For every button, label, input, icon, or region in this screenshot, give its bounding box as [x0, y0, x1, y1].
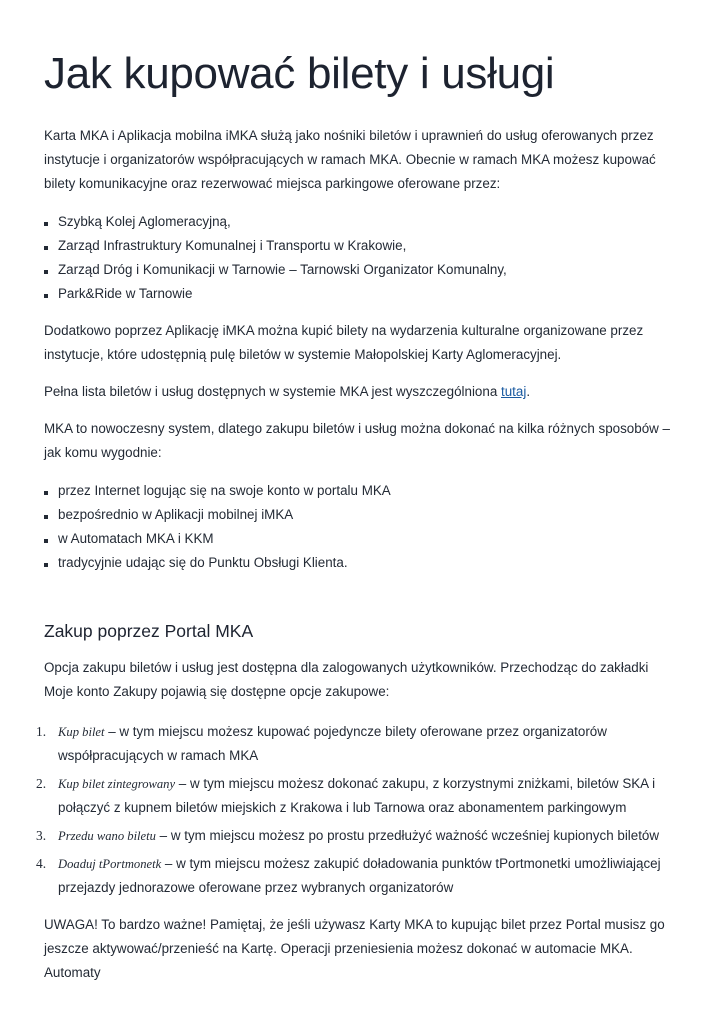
- option-name: Kup bilet zintegrowany: [58, 777, 176, 791]
- additional-paragraph: Dodatkowo poprzez Aplikację iMKA można kupić bilety na wydarzenia kulturalne organizowane przez instytucje, które udostępnią pulę biletów w systemie Małopolskiej Karty Aglomeracyjnej.: [44, 323, 644, 362]
- item-number: 3.: [36, 828, 47, 843]
- portal-intro-paragraph: Opcja zakupu biletów i usług jest dostępna dla zalogowanych użytkowników. Przechodząc do zakładki Moje konto Zakupy pojawią się dostępne opcje zakupowe:: [44, 660, 649, 699]
- list-item: Szybką Kolej Aglomeracyjną,: [44, 210, 681, 234]
- item-number: 1.: [36, 724, 47, 739]
- warning-paragraph: UWAGA! To bardzo ważne! Pamiętaj, że jeśli używasz Karty MKA to kupując bilet przez Portal musisz go jeszcze aktywować/przenieść na Kartę. Operacji przeniesienia możesz dokonać w automacie MKA. Automaty: [44, 917, 665, 980]
- list-item: tradycyjnie udając się do Punktu Obsługi Klienta.: [44, 551, 681, 575]
- list-item: Park&Ride w Tarnowie: [44, 282, 681, 306]
- providers-list: [44, 210, 681, 306]
- purchase-option-item: [36, 852, 681, 900]
- tutaj-link[interactable]: tutaj: [501, 384, 527, 399]
- full-list-suffix: .: [526, 384, 531, 399]
- purchase-option-item: [36, 824, 681, 848]
- option-name: Doaduj tPortmonetk: [58, 857, 162, 871]
- full-list-text: Pełna lista biletów i usług dostępnych w systemie MKA jest wyszczególniona: [44, 384, 501, 399]
- full-list-paragraph: [44, 380, 681, 404]
- item-number: 4.: [36, 856, 47, 871]
- option-name: Kup bilet: [58, 725, 105, 739]
- list-item: w Automatach MKA i KKM: [44, 527, 681, 551]
- page-title: Jak kupować bilety i usługi: [44, 49, 555, 98]
- item-number: 2.: [36, 776, 47, 791]
- list-item: Zarząd Infrastruktury Komunalnej i Transportu w Krakowie,: [44, 234, 681, 258]
- option-name: Przedu wano biletu: [58, 829, 156, 843]
- option-description: – w tym miejscu możesz po prostu przedłużyć ważność wcześniej kupionych biletów: [155, 828, 660, 843]
- purchase-option-item: [36, 772, 681, 820]
- ways-list: [44, 479, 681, 575]
- option-description: – w tym miejscu możesz zakupić doładowania punktów tPortmonetki umożliwiającej przejazdy jednorazowe oferowane przez wybranych organizatorów: [58, 856, 661, 895]
- section-heading-portal: Zakup poprzez Portal MKA: [44, 621, 254, 641]
- ways-intro-paragraph: MKA to nowoczesny system, dlatego zakupu biletów i usług można dokonać na kilka różnych sposobów – jak komu wygodnie:: [44, 421, 670, 460]
- list-item: Zarząd Dróg i Komunikacji w Tarnowie – Tarnowski Organizator Komunalny,: [44, 258, 681, 282]
- intro-paragraph: Karta MKA i Aplikacja mobilna iMKA służą jako nośniki biletów i uprawnień do usług oferowanych przez instytucje i organizatorów współpracujących w ramach MKA. Obecnie w ramach MKA możesz kupować bilety komunikacyjne oraz rezerwować miejsca parkingowe oferowane przez:: [44, 128, 656, 191]
- list-item: przez Internet logując się na swoje konto w portalu MKA: [44, 479, 681, 503]
- purchase-option-item: [36, 720, 681, 768]
- list-item: bezpośrednio w Aplikacji mobilnej iMKA: [44, 503, 681, 527]
- option-description: – w tym miejscu możesz dokonać zakupu, z korzystnymi zniżkami, biletów SKA i połączyć z kupnem biletów miejskich z Krakowa i lub Tarnowa oraz abonamentem parkingowym: [58, 776, 656, 815]
- purchase-options-list: [36, 720, 681, 900]
- option-description: – w tym miejscu możesz kupować pojedyncze bilety oferowane przez organizatorów współpracujących w ramach MKA: [58, 724, 607, 763]
